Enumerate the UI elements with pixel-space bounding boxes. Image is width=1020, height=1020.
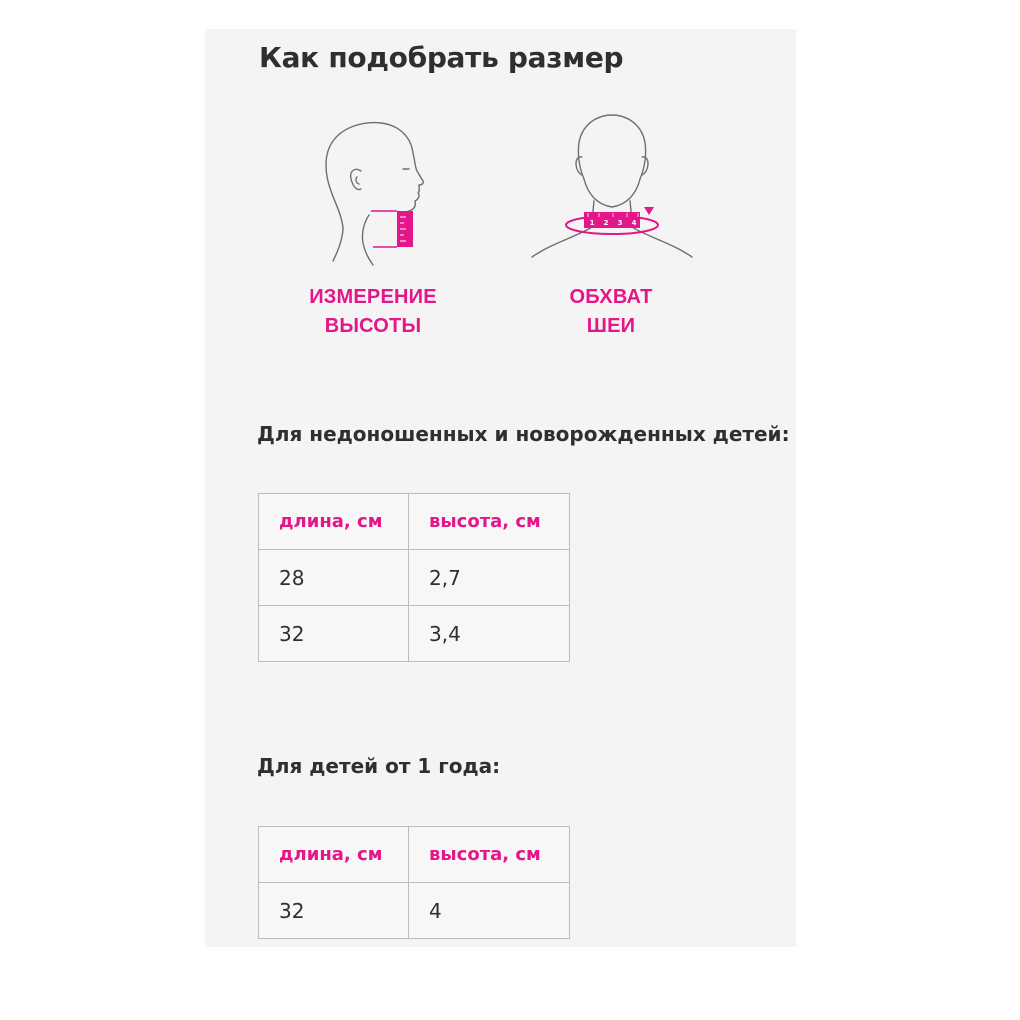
table-row (259, 883, 570, 939)
table-cell-height: 4 (409, 883, 570, 939)
section-heading-newborns: Для недоношенных и новорожденных детей: (257, 422, 790, 446)
column-header-height: высота, см (409, 827, 570, 883)
table-cell-height: 2,7 (409, 550, 570, 606)
neck-caption (521, 283, 701, 341)
size-guide-panel (205, 29, 796, 947)
tape-mark-3: 3 (617, 219, 623, 227)
column-header-length: длина, см (259, 827, 409, 883)
size-table-children (258, 826, 570, 939)
head-profile-height-icon (303, 109, 443, 269)
neck-caption-line-1: ОБХВАТ (569, 286, 653, 308)
tape-mark-4: 4 (631, 219, 637, 227)
table-cell-height: 3,4 (409, 606, 570, 662)
table-header-row (259, 827, 570, 883)
size-table-newborns (258, 493, 570, 662)
table-header-row (259, 494, 570, 550)
neck-caption-line-2: ШЕИ (586, 315, 636, 337)
table-row (259, 550, 570, 606)
section-heading-children: Для детей от 1 года: (257, 754, 501, 778)
height-caption-line-1: ИЗМЕРЕНИЕ (309, 286, 437, 308)
tape-mark-2: 2 (603, 219, 609, 227)
height-measurement-figure (283, 109, 463, 341)
tape-mark-1: 1 (589, 219, 595, 227)
page-title: Как подобрать размер (259, 41, 624, 74)
table-row (259, 606, 570, 662)
table-cell-length: 28 (259, 550, 409, 606)
height-caption-line-2: ВЫСОТЫ (324, 315, 422, 337)
neck-measurement-figure (521, 109, 701, 341)
table-cell-length: 32 (259, 606, 409, 662)
height-caption (283, 283, 463, 341)
head-front-neck-icon (526, 109, 696, 269)
column-header-length: длина, см (259, 494, 409, 550)
column-header-height: высота, см (409, 494, 570, 550)
table-cell-length: 32 (259, 883, 409, 939)
